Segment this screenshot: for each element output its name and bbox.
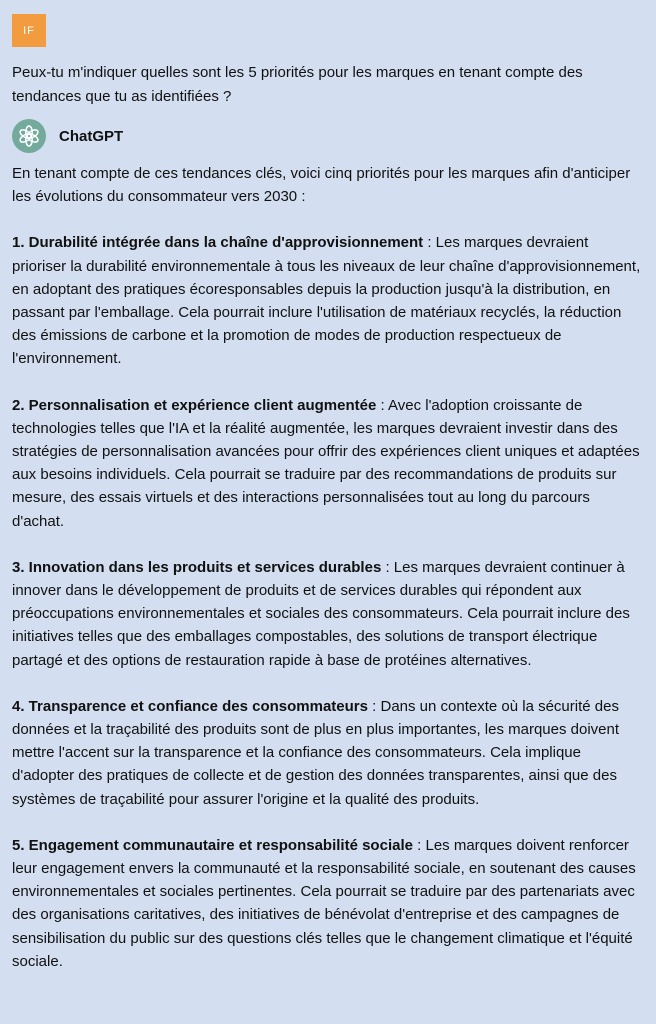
priority-body: : Les marques doivent renforcer leur engagement envers la communauté et la responsabilité sociale, en soutenant des causes environnementales et sociales pertinentes. Cela pourrait se traduire par des partenariats avec des organisations caritatives, des initiatives de bénévolat d'entreprise et des campagnes de sensibilisation du public sur des questions clés telles que le changement climatique et l'équité sociale. bbox=[12, 836, 636, 970]
user-message: Peux-tu m'indiquer quelles sont les 5 priorités pour les marques en tenant compte des tendances que tu as identifiées ? bbox=[12, 64, 583, 105]
user-avatar bbox=[12, 14, 46, 47]
priority-title: 2. Personnalisation et expérience client augmentée bbox=[12, 396, 377, 414]
priority-body: : Dans un contexte où la sécurité des données et la traçabilité des produits sont de plus en plus importantes, les marques doivent mettre l'accent sur la transparence et la confiance des consommateurs. Cela implique d'adopter des pratiques de collecte et de gestion des données transparentes, ainsi que des systèmes de traçabilité pour assurer l'origine et la qualité des produits. bbox=[12, 697, 620, 808]
priority-item bbox=[12, 834, 642, 973]
user-initials: IF bbox=[23, 24, 35, 37]
priority-title: 5. Engagement communautaire et responsabilité sociale bbox=[12, 836, 413, 854]
priority-item bbox=[12, 231, 642, 370]
priority-item bbox=[12, 556, 642, 672]
openai-logo-icon bbox=[12, 119, 46, 153]
priority-item bbox=[12, 394, 642, 533]
priority-body: : Les marques devraient continuer à innover dans le développement de produits et de services durables qui répondent aux préoccupations environnementales et sociales des consommateurs. Cela pourrait inclure des initiatives telles que des emballages compostables, des solutions de transport électrique partagé et des options de restauration rapide à base de protéines alternatives. bbox=[12, 558, 630, 669]
priority-title: 4. Transparence et confiance des consommateurs bbox=[12, 697, 368, 715]
priority-body: : Les marques devraient prioriser la durabilité environnementale à tous les niveaux de leur chaîne d'approvisionnement, en adoptant des pratiques écoresponsables depuis la production jusqu'à la distribution, en passant par l'emballage. Cela pourrait inclure l'utilisation de matériaux recyclés, la réduction des émissions de carbone et la promotion de modes de production respectueux de l'environnement. bbox=[12, 234, 641, 368]
priority-title: 1. Durabilité intégrée dans la chaîne d'approvisionnement bbox=[12, 234, 424, 252]
priority-item bbox=[12, 695, 642, 811]
assistant-header bbox=[12, 118, 642, 154]
chat-transcript bbox=[12, 14, 642, 996]
priority-body: : Avec l'adoption croissante de technologies telles que l'IA et la réalité augmentée, les marques devraient investir dans des stratégies de personnalisation avancées pour offrir des expériences client uniques et adaptées aux besoins individuels. Cela pourrait se traduire par des recommandations de produits sur mesure, des essais virtuels et des interactions personnalisées tout au long du parcours d'achat. bbox=[12, 396, 640, 530]
answer-intro: En tenant compte de ces tendances clés, voici cinq priorités pour les marques afin d'anticiper les évolutions du consommateur vers 2030 : bbox=[12, 165, 631, 206]
priority-title: 3. Innovation dans les produits et services durables bbox=[12, 558, 382, 576]
assistant-name: ChatGPT bbox=[59, 127, 124, 145]
assistant-answer bbox=[12, 162, 642, 973]
